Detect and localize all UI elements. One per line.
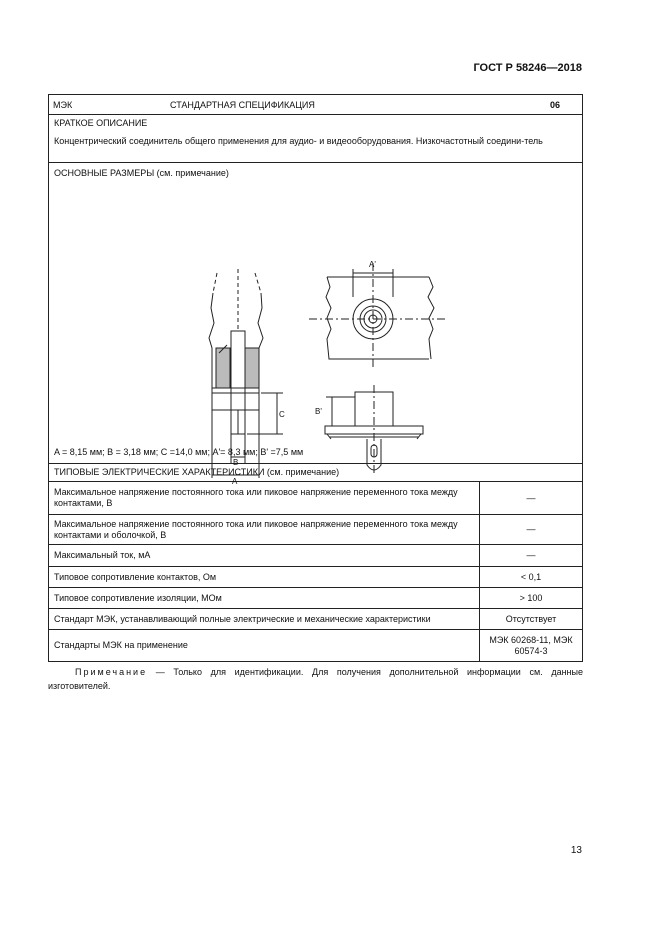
table-row [49, 588, 582, 609]
row-label: Максимальное напряжение постоянного тока или пиковое напряжение переменного тока между контактами, В [49, 482, 480, 514]
spec-number: 06 [549, 100, 560, 110]
row-value: — [526, 492, 536, 503]
row-value: — [526, 550, 536, 560]
dim-b-prime-label: B' [315, 407, 322, 416]
row-label: Максимальное напряжение постоянного тока или пиковое напряжение переменного тока между контактами и оболочкой, В [49, 515, 480, 544]
row-label: Типовое сопротивление контактов, Ом [49, 567, 480, 587]
specification-table [48, 94, 583, 662]
row-value: < 0,1 [520, 571, 542, 582]
dimensions-title: ОСНОВНЫЕ РАЗМЕРЫ (см. примечание) [54, 168, 229, 178]
dim-b-label: B [233, 458, 239, 467]
row-value: > 100 [519, 592, 543, 603]
dim-a-label: A [232, 477, 238, 486]
row-label: Типовое сопротивление изоляции, МОм [49, 588, 480, 608]
spec-header [49, 95, 582, 115]
table-row [49, 609, 582, 630]
spec-title: СТАНДАРТНАЯ СПЕЦИФИКАЦИЯ [170, 100, 315, 110]
row-value: — [526, 524, 536, 534]
org-label: МЭК [53, 100, 73, 110]
table-row [49, 567, 582, 588]
row-label: Стандарты МЭК на применение [49, 630, 480, 661]
dimensions-formula: A = 8,15 мм; B = 3,18 мм; C =14,0 мм; A'= 8,3 мм; B' =7,5 мм [54, 447, 304, 457]
note-text: — Только для идентификации. Для получения дополнительной информации см. данные изготовителей. [48, 667, 583, 691]
table-row [49, 630, 582, 661]
description-section [49, 115, 582, 163]
jack-view [325, 385, 423, 474]
description-title: КРАТКОЕ ОПИСАНИЕ [54, 118, 148, 128]
table-row [49, 515, 582, 545]
footnote [48, 665, 583, 693]
row-label: Максимальный ток, мА [49, 545, 480, 566]
electrical-title: ТИПОВЫЕ ЭЛЕКТРИЧЕСКИЕ ХАРАКТЕРИСТИКИ (см. примечание) [49, 464, 582, 482]
page-number: 13 [570, 845, 582, 856]
table-row [49, 482, 582, 515]
dim-c-label: C [279, 410, 285, 419]
note-prefix: Примечание [75, 667, 148, 677]
document-code: ГОСТ Р 58246—2018 [473, 62, 582, 74]
row-value: Отсутствует [505, 613, 557, 624]
description-text: Концентрический соединитель общего применения для аудио- и видеооборудования. Низкочастотный соедини-тель [54, 136, 543, 146]
dim-a-prime-label: A' [369, 260, 376, 269]
row-label: Стандарт МЭК, устанавливающий полные электрические и механические характеристики [49, 609, 480, 629]
row-value: МЭК 60268-11, МЭК 60574-3 [489, 634, 573, 656]
front-view [309, 263, 445, 368]
table-row [49, 545, 582, 567]
